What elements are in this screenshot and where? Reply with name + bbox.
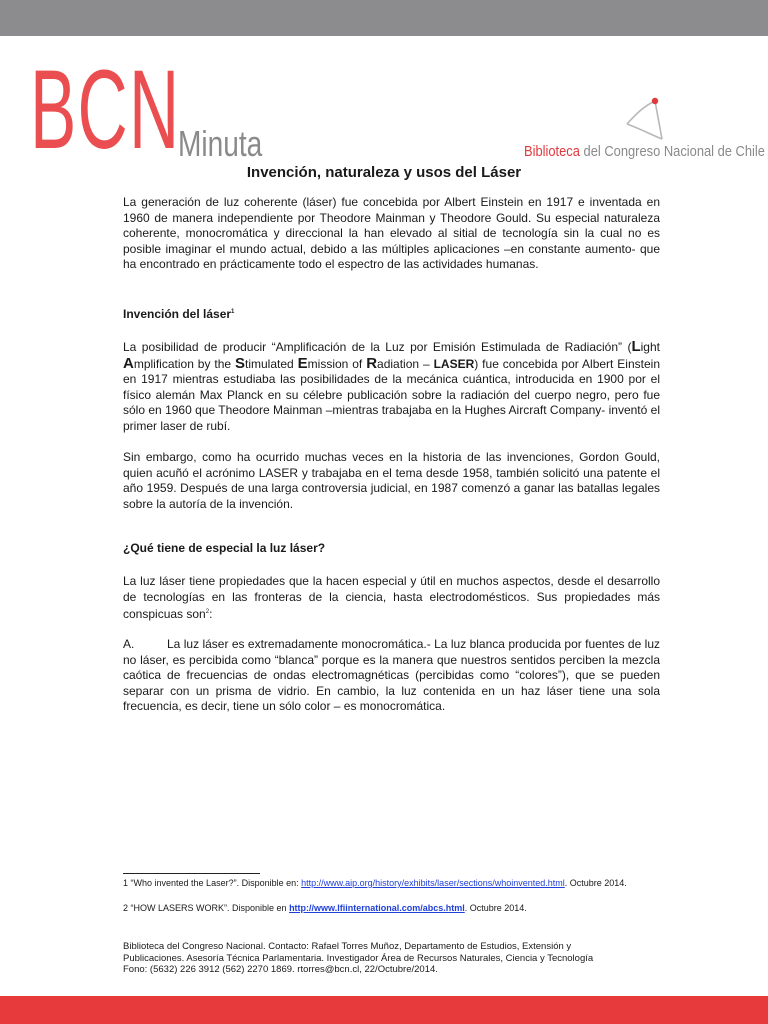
library-name: Biblioteca del Congreso Nacional de Chile xyxy=(524,143,765,160)
list-item-a: A. La luz láser es extremadamente monocromática.- La luz blanca producida por fuentes de luz no láser, es percibida como “blanca” porque es la manera que nuestros sentidos perciben la mezcla caótica de frecuencias de ondas electromagnéticas (percibidas como “colores”), que se pueden separar con un prisma de vidrio. En cambio, la luz contenida en un haz láser tiene una sola frecuencia, es decir, tiene un sólo color – es monocromática. xyxy=(123,637,660,713)
section-heading-especial: ¿Qué tiene de especial la luz láser? xyxy=(123,541,326,555)
footnote-1: 1 “Who invented the Laser?”. Disponible en: http://www.aip.org/history/exhibits/laser/sections/whoinvented.html. Octubre 2014. xyxy=(123,878,627,888)
section-heading-invencion: Invención del láser$^1$ xyxy=(123,307,235,321)
bottom-band xyxy=(0,996,768,1024)
paragraph-gould: Sin embargo, como ha ocurrido muchas veces en la historia de las invenciones, Gordon Gould, quien acuñó el acrónimo LASER y trabajaba en el tema desde 1958, también solicitó una patente el año 1959. Después de una larga controversia judicial, en 1987 comenzó a ganar las batallas legales sobre la autoría de la invención. xyxy=(123,450,660,511)
bcn-logo: BCN xyxy=(30,47,181,172)
top-band xyxy=(0,0,768,36)
list-item-label: A. xyxy=(123,637,135,651)
footnote-ref-2: 2 xyxy=(205,609,210,615)
footnote-ref-1: 1 xyxy=(231,309,235,315)
paragraph-laser-origin: La posibilidad de producir “Amplificación de la Luz por Emisión Estimulada de Radiación” (Light Amplification by the Stimulated Emission of Radiation – LASER) fue concebida por Albert Einstein en 1917 mientras estudiaba las posibilidades de la mecánica cuántica, introducida en 1900 por el físico alemán Max Planck en su célebre publicación sobre la radiación del cuerpo negro, pero fue sólo en 1960 que Theodore Mainman –mientras trabajaba en la Hughes Aircraft Company- inventó el primer laser de rubí. xyxy=(123,338,660,433)
footnote-divider xyxy=(123,873,260,874)
document-title: Invención, naturaleza y usos del Láser xyxy=(246,164,522,181)
footnote-1-link[interactable]: http://www.aip.org/history/exhibits/laser/sections/whoinvented.html xyxy=(301,878,565,888)
library-logo-icon xyxy=(624,96,674,146)
footnote-2-link[interactable]: http://www.lfiinternational.com/abcs.html xyxy=(289,903,465,913)
intro-paragraph: La generación de luz coherente (láser) fue concebida por Albert Einstein en 1917 e inventada en 1960 de manera independiente por Theodore Mainman y Theodore Gould. Su especial naturaleza coherente, monocromática y direccional la han elevado al sitial de tecnología sin la cual no es posible imaginar el mundo actual, debido a las múltiples aplicaciones –en constante aumento- que ha encontrado en prácticamente todo el espectro de las actividades humanas. xyxy=(123,195,660,271)
footnote-2: 2 “HOW LASERS WORK”. Disponible en http://www.lfiinternational.com/abcs.html. Octubre 2014. xyxy=(123,903,527,913)
paragraph-properties: La luz láser tiene propiedades que la hacen especial y útil en muchos aspectos, desde el desarrollo de tecnologías en las fronteras de la ciencia, hasta electrodomésticos. Sus propiedades más conspicuas son$^2$: xyxy=(123,574,660,621)
contact-info: Biblioteca del Congreso Nacional. Contacto: Rafael Torres Muñoz, Departamento de Estudios, Extensión y Publicaciones. Asesoría Técnica Parlamentaria. Investigador Área de Recursos Naturales, Ciencia y Tecnología Fono: (5632) 226 3912 (562) 2270 1869. rtorres@bcn.cl, 22/Octubre/2014. xyxy=(123,941,594,976)
minuta-label: Minuta xyxy=(178,123,263,164)
